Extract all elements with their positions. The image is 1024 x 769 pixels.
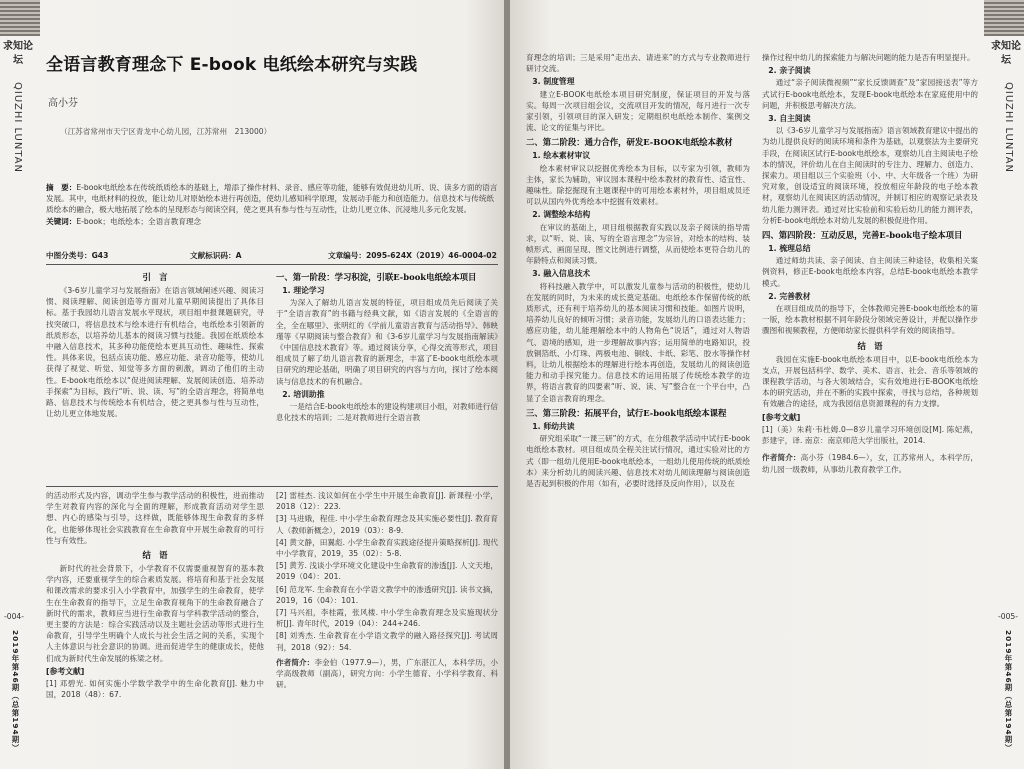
section1-p1: 为深入了解幼儿语言发展的特征，项目组成员先后阅读了关于“全语言教育”的书籍与经典文献，如《语言发展的《全语言的全，全在哪里》、张明红的《学前儿童语言教育与活动指导》、韩映瑾等《早期阅读与整合教育》和《3-6岁儿童学习与发展指南解读》《中国信息技术教育》等。通过阅读分享，心得交流等形式，项目组成员了解了幼儿语言教育的新理念，丰富了E-book电纸绘本项目研究的理论基础，明确了项目研究的内容与方向，探讨了绘本阅读与信息技术的有机融合。: [276, 298, 498, 386]
subheading: 2. 完善教材: [768, 291, 811, 301]
section1-heading: 一、第一阶段：学习积淀，引联E-book电纸绘本项目: [276, 272, 477, 282]
conclusion-text: 新时代的社会背景下，小学教育不仅需要重视智育的基本教学内容，还要重视学生的综合素质发展。将培育和基于社会发展和课改需求的要求引入小学教育中，加强学生的生命教育，使学生在生命教育的指导下，立足生命教育视角下的生命教育融合了新时代的需求，教师应当进行生命教育与学科教学活动的整合，更主要的方法是：综合实践活动以及主题社会活动等形式进行生命教育，引导学生明确个人成长与社会生活之间的关系，实现个人主体意识与社会意识的协调。进而促进学生的健康成长，使他们成为新时代生命发展的栋梁之材。: [46, 564, 264, 663]
subheading: 3. 融入信息技术: [532, 269, 591, 279]
side-vertical-label: QIUZHI LUNTAN: [12, 82, 23, 173]
paragraph: 以《3-6岁儿童学习与发展指南》语言领域教育建议中提出的为幼儿提供良好的阅读环境和条件为基础，以观察法为主要研究手段，在阅读区试行E-book电纸绘本，观察幼儿自主阅读电子绘本的情况，评价幼儿在自主阅读时的专注力、理解力、创造力、探索力。项目组以三个实验班（小、中、大年级各一个班）为研究对象，创设适宜的阅读环境，投放相应年龄段的电子绘本教材，观察幼儿在阅读区的活动情况，并制订相应的观察记录表及幼儿能力测评表。通过对比实验前和实验后幼儿的能力测评表，分析E-book电纸绘本对幼儿发展的积极促进作用。: [762, 126, 978, 225]
right-column-1: [526, 52, 750, 758]
conclusion-text: 我园在实施E-book电纸绘本项目中，以E-book电纸绘本为支点，开展包括科学、数学、美术、语言、社会、音乐等领域的课程教学活动，与各大领域结合，实有效地进行E-BOOK电纸绘本的研究活动，并在不断的实践中探索，寻找与总结，各种规划有效融合的途径，成为我园信息资源课程的有力支撑。: [762, 354, 978, 409]
subheading: 2. 亲子阅读: [768, 66, 811, 76]
keywords-text: E-book；电纸绘本；全语言教育理念: [76, 216, 202, 226]
paragraph: 建立E-BOOK电纸绘本项目研究制度，保证项目的开发与落实。每周一次项目组会议，交流项目开发的情况，每月进行一次专家引领，引领项目的深入研发；定期组织电纸绘本制作、案例交流、论文的征集与评比。: [526, 89, 750, 133]
reference-item: [1]（美）朱莉·韦杜姆.0—8岁儿童学习环境创设[M]. 陈妃燕，彭建宇，译. 南京：南京师范大学出版社，2014.: [762, 424, 978, 446]
paragraph: 将科技融入教学中，可以激发儿童参与活动的积极性，使幼儿在发展的同时，为未来的成长奠定基础。电纸绘本作保留传统的纸质形式，还有利于培养幼儿的基本阅读习惯和技能。如图片说明，培养幼儿良好的倾听习惯；录音功能，发展幼儿的口语表达能力；感应功能，幼儿能理解绘本中的人物角色“说话”，通过对人物语气、语境的感知，进一步理解故事内容；运用简单的电路知识，投放铜箔纸、小灯珠、两极电池、铜线、卡纸、彩笔、胶水等操作材料，让幼儿根据绘本的理解进行绘本再创造，发展幼儿的阅读创造能力和动手探究能力。信息技术的运用拓展了传统绘本教学的边界，将语言教育的四要素“听、说、读、写”整合在一个平台中，凸显了全语言教育的理念。: [526, 281, 750, 403]
paragraph: 操作过程中幼儿的探索能力与解决问题的能力是否有明显提升。: [762, 53, 975, 62]
subheading: 2. 调整绘本结构: [532, 210, 591, 220]
abstract-label: 摘 要：: [46, 183, 77, 192]
page-number: -004-: [4, 612, 24, 621]
subheading: 1. 梳理总结: [768, 244, 811, 254]
section1-column: [276, 268, 498, 482]
corner-decoration: [984, 0, 1024, 36]
side-label: 求知论坛: [3, 41, 33, 66]
side-label: 求知论坛: [991, 41, 1021, 66]
paragraph: 在项目组成员的指导下，全体教师完善E-book电纸绘本的第一版，绘本教材根据不同年龄段分领域完善设计，并配以操作步骤图和视频教程，方便师幼家长提供科学有效的阅读指导。: [762, 304, 978, 336]
subheading: 3. 制度管理: [532, 77, 575, 87]
section1-sub1: 1. 理论学习: [282, 286, 325, 295]
corner-decoration: [0, 0, 40, 36]
paragraph: 通过师幼共读、亲子阅读、自主阅读三种途径，收集相关案例资料，修正E-book电纸绘本内容，总结E-book电纸绘本教学模式。: [762, 256, 978, 288]
paragraph: 在审议的基础上，项目组根据教育实践以及亲子阅读的指导需求，以“听、说、读、写的全语言理念”为宗旨，对绘本的结构、装帧形式、画面呈现、图文比例进行调整，从而使绘本更符合幼儿的年龄特点和阅读习惯。: [526, 222, 750, 266]
doc-code-row: 文献标识码：A: [190, 251, 242, 260]
reference-item: [6] 范龙军. 生命教育在小学语文教学中的渗透研究[J]. 读书文摘，2019，16（04）：101.: [276, 584, 498, 605]
left-page: [0, 0, 506, 769]
section3-heading: 三、第三阶段：拓展平台，试行E-book电纸绘本课程: [526, 407, 727, 418]
paragraph: 研究组采取“一课三研”的方式，在分组教学活动中试行E-book电纸绘本教材。项目组成员全程关注试行情况，通过实验对比的方式（即一组幼儿使用E-book电纸绘本，一组幼儿使用传统的纸质绘本）来分析幼儿的阅读兴趣、信息技术对幼儿阅读理解与阅读创造是否起到积极的作用（如有，必要时选择及反向作用），以及在: [526, 434, 750, 488]
subheading: 3. 自主阅读: [768, 114, 811, 124]
subheading: 1. 师幼共读: [532, 421, 575, 431]
reference-item: [1] 邓碧光. 如何实施小学数学教学中的生命化教育[J]. 魅力中国，2018（48）：67.: [46, 679, 264, 700]
article-number-row: 文章编号：2095-624X（2019）46-0004-02: [328, 251, 497, 260]
author-bio: 作者简介：李金伯（1977.9—），男，广东湛江人，本科学历，小学高级教师（副高），研究方向：小学生德育、小学科学教育、科研。: [276, 657, 498, 690]
reference-item: [8] 刘秀杰. 生命教育在小学语文教学的融入路径探究[J]. 考试周刊，2018（92）：54.: [276, 631, 498, 652]
article-title: 全语言教育理念下 E-book 电纸绘本研究与实践: [46, 55, 418, 75]
abstract: [46, 182, 498, 227]
reference-item: [5] 黄芳. 浅谈小学环境文化建设中生命教育的渗透[J]. 人文天地，2019（04）：201.: [276, 561, 498, 582]
reference-item: [4] 黄文静，田翼彪. 小学生命教育实践途径提升策略探析[J]. 现代中小学教育，2019，35（02）：5-8.: [276, 537, 498, 559]
refs-heading: [参考文献]: [762, 412, 801, 422]
abstract-text: E-book电纸绘本在传统纸质绘本的基础上，增添了操作材料、录音、感应等功能，能够有效促进幼儿听、说、读多方面的语言发展。其中，电纸材料的投放，能让幼儿对原始绘本进行再创造，使幼儿感知科学原理，发展动手能力和创造能力。信息技术与传统纸质绘本的融合，极大地拓展了绘本的呈现形态与阅读空间，使之更具有参与性与互动性，让幼儿更立体、沉浸地儿多元化发展。: [46, 183, 498, 215]
conclusion-heading: 结 语: [142, 550, 168, 561]
section1-p2: 一是结合E-book电纸绘本的建设构建项目小组，对教师进行信息化技术的培训；二是对教师进行全语言教: [276, 402, 498, 423]
keywords-label: 关键词：: [46, 216, 77, 226]
conclusion-heading: 结 语: [857, 340, 883, 351]
clc-row: 中图分类号：G43: [46, 251, 109, 260]
issue-vertical: 2019年第46期（总第194期）: [1004, 630, 1013, 753]
reference-item: [7] 马兴祖，李桂霞，张风楼. 中小学生命教育理念及实施现状分析[J]. 青年时代，2019（04）：244+246.: [276, 608, 498, 629]
bottom-paragraph: 的活动形式及内容，调动学生参与教学活动的积极性，进而推动学生对教育内容的深化与全面的理解，形成教育活动对学生思想、内心的感染与引导，这样做，既能够体现生命教育的多样化，也能够体现社会实践教育在生命教育中开展生命教育的可行性与有效性。: [46, 491, 264, 545]
author-name: 高小芬: [48, 98, 78, 109]
intro-heading: 引 言: [142, 272, 168, 282]
bottom-right-refs: [276, 490, 498, 762]
reference-item: [3] 马进娥，程佳. 中小学生命教育理念及其实施必要性[J]. 教育育人（教师新概念），2019（03）：8-9.: [276, 514, 498, 535]
side-vertical-label: QIUZHI LUNTAN: [1003, 82, 1014, 173]
divider: [46, 264, 498, 265]
affiliation: （江苏省常州市天宁区青龙中心幼儿园，江苏常州 213000）: [60, 127, 272, 136]
page-number: -005-: [998, 612, 1018, 621]
paragraph: 通过“亲子阅读微视频”“家长反馈调查”及“家园接送表”等方式试行E-book电纸绘本，发现E-book电纸绘本在家庭使用中的问题，并积极思考解决方法。: [762, 78, 978, 110]
bottom-left-column: [46, 490, 264, 762]
section2-heading: 二、第二阶段：通力合作，研发E-BOOK电纸绘本教材: [526, 137, 733, 148]
reference-item: [2] 雷桂杰. 浅议如何在小学生中开展生命教育[J]. 新课程·小学，2018（12）：223.: [276, 491, 498, 512]
paragraph: 绘本素材审议以挖掘优秀绘本为目标，以专家为引领，教师为主体，家长为辅助，审议园本课程中绘本教材的教育性、适宜性、趣味性。除挖掘现有主题课程中的可用绘本素材外，项目组成员还可以从国内外优秀绘本中挖掘有效素材。: [526, 163, 750, 207]
author-bio: 作者简介：高小芬（1984.6—），女，江苏常州人，本科学历，幼儿园一级教师，从事幼儿教育教学工作。: [762, 453, 978, 474]
right-page: [510, 0, 1024, 769]
intro-column: [46, 268, 264, 482]
issue-vertical: 2019年第46期（总第194期）: [11, 630, 20, 753]
section4-heading: 四、第四阶段：互动反思，完善E-book电子绘本项目: [762, 230, 963, 241]
paragraph: 育理念的培训；三是采用“走出去、请进来”的方式与专业教师进行研讨交流。: [526, 53, 750, 74]
section1-sub2: 2. 培训助推: [282, 389, 325, 399]
divider-2: [46, 486, 498, 487]
right-column-2: [762, 52, 978, 758]
intro-text: 《3-6岁儿童学习与发展指南》在语言领域阐述兴趣、阅读习惯、阅读理解、阅读创造等方面对儿童早期阅读提出了具体目标。基于我园幼儿语言发展水平现状，项目组申报课题研究，寻找突破口，将信息技术与绘本进行有机结合，电纸绘本引领新的纸质形态，以培养幼儿基本的阅读习惯与技能。我园在纸质绘本中融入信息技术，其多种功能使绘本更具互动性、趣味性、探索性。具体来说，包括点读功能、感应功能、录音功能等，使幼儿获得了视觉、听觉、知觉等多方面的刺激，调动了他们的主动性。E-book电纸绘本以“促进阅读理解、发展阅读创造、培养动手探索”为目标，践行“听、说、读、写”的全语言理念，将简单电路、信息技术与传统绘本有机结合，使之更具参与性与互动性，让幼儿更立体地发展。: [46, 286, 264, 419]
refs-heading: [参考文献]: [46, 666, 85, 676]
subheading: 1. 绘本素材审议: [532, 151, 591, 161]
